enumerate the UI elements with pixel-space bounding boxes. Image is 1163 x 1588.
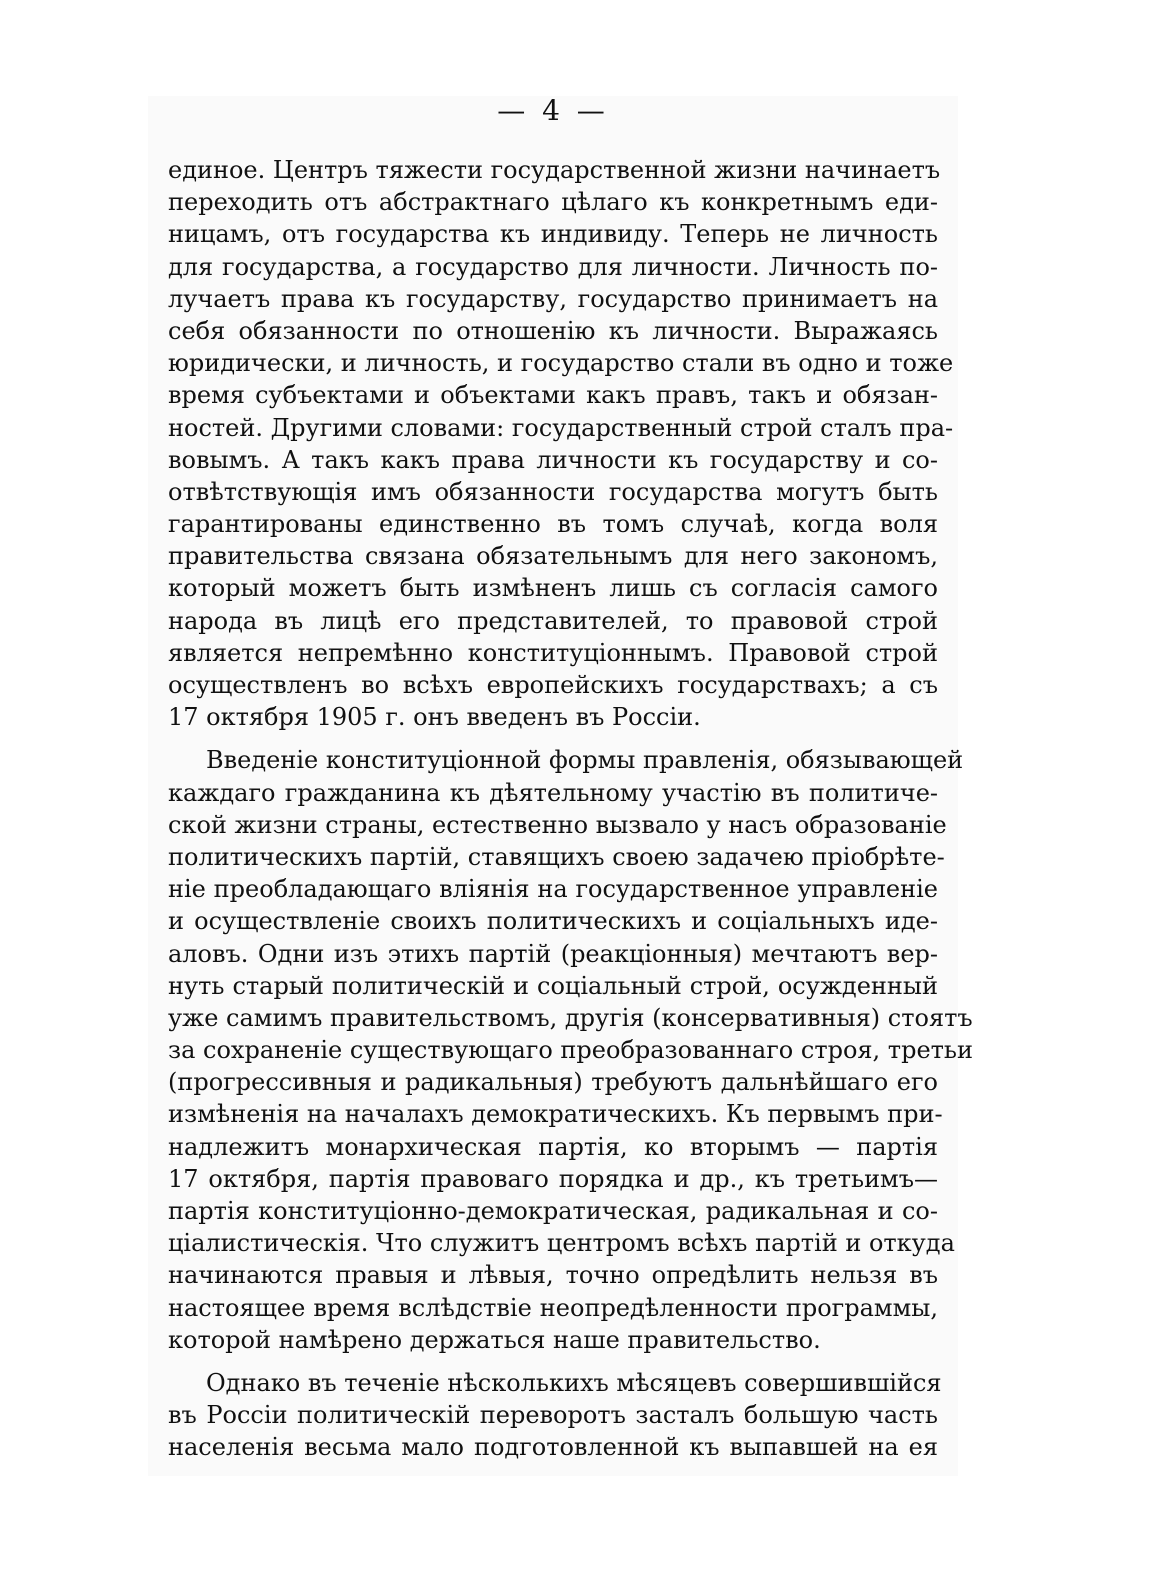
page-number: — 4 —: [497, 94, 609, 127]
paragraph: [168, 154, 954, 733]
text-line: переходить отъ абстрактнаго цѣлаго къ конкретнымъ еди-: [168, 188, 938, 217]
text-line: для государства, а государство для личности. Личность по-: [168, 252, 938, 281]
text-line: ностей. Другими словами: государственный строй сталъ пра-: [168, 413, 954, 442]
text-line: себя обязанности по отношенію къ личности. Выражаясь: [168, 316, 938, 345]
text-line: ской жизни страны, естественно вызвало у насъ образованіе: [168, 810, 947, 839]
text-line: политическихъ партій, ставящихъ своею задачею пріобрѣте-: [168, 842, 945, 871]
book-page: [148, 94, 973, 1476]
text-line: 17 октября 1905 г. онъ введенъ въ Россіи.: [168, 703, 701, 732]
paragraph: [168, 1367, 942, 1464]
text-line: надлежитъ монархическая партія, ко вторымъ — партія: [168, 1132, 938, 1161]
text-line: и осуществленіе своихъ политическихъ и соціальныхъ иде-: [168, 907, 938, 936]
text-line: народа въ лицѣ его представителей, то правовой строй: [168, 606, 938, 635]
text-line: отвѣтствующія имъ обязанности государства могутъ быть: [168, 477, 938, 506]
text-line: каждаго гражданина къ дѣятельному участію въ политиче-: [168, 778, 938, 807]
text-line: населенія весьма мало подготовленной къ выпавшей на ея: [168, 1433, 938, 1462]
text-line: вовымъ. А такъ какъ права личности къ государству и со-: [168, 445, 938, 474]
text-line: аловъ. Одни изъ этихъ партій (реакціонныя) мечтаютъ вер-: [168, 939, 938, 968]
text-line: измѣненія на началахъ демократическихъ. Къ первымъ при-: [168, 1100, 943, 1129]
text-line: начинаются правыя и лѣвыя, точно опредѣлить нельзя въ: [168, 1261, 938, 1290]
text-line: который можетъ быть измѣненъ лишь съ согласія самого: [168, 574, 938, 603]
paragraph: [168, 744, 973, 1356]
text-line: (прогрессивныя и радикальныя) требуютъ дальнѣйшаго его: [168, 1068, 938, 1097]
text-line: правительства связана обязательнымъ для него закономъ,: [168, 542, 938, 571]
text-line: юридически, и личность, и государство стали въ одно и тоже: [168, 349, 954, 378]
text-line: Однако въ теченіе нѣсколькихъ мѣсяцевъ совершившійся: [206, 1368, 942, 1397]
text-line: которой намѣрено держаться наше правительство.: [168, 1325, 821, 1354]
text-line: гарантированы единственно въ томъ случаѣ, когда воля: [168, 510, 938, 539]
text-line: время субъектами и объектами какъ правъ, такъ и обязан-: [168, 381, 938, 410]
text-line: въ Россіи политическій переворотъ засталъ большую часть: [168, 1401, 938, 1430]
text-line: Введеніе конституціонной формы правленія, обязывающей: [206, 746, 964, 775]
text-line: единое. Центръ тяжести государственной жизни начинаетъ: [168, 156, 941, 184]
text-line: партія конституціонно-демократическая, радикальная и со-: [168, 1197, 938, 1225]
text-line: настоящее время вслѣдствіе неопредѣленности программы,: [168, 1293, 938, 1322]
text-line: является непремѣнно конституціоннымъ. Правовой строй: [168, 638, 938, 667]
text-line: ніе преобладающаго вліянія на государственное управленіе: [168, 875, 938, 904]
body-text: [168, 154, 973, 1475]
text-line: ціалистическія. Что служитъ центромъ всѣхъ партій и откуда: [168, 1229, 955, 1258]
text-line: нуть старый политическій и соціальный строй, осужденный: [168, 971, 938, 1000]
text-line: лучаетъ права къ государству, государство принимаетъ на: [168, 284, 938, 313]
text-line: ницамъ, отъ государства къ индивиду. Теперь не личность: [168, 220, 938, 249]
text-line: осуществленъ во всѣхъ европейскихъ государствахъ; а съ: [168, 671, 938, 699]
text-line: за сохраненіе существующаго преобразованнаго строя, третьи: [168, 1036, 973, 1065]
text-line: 17 октября, партія правоваго порядка и др., къ третьимъ—: [168, 1164, 938, 1193]
text-line: уже самимъ правительствомъ, другія (консервативныя) стоятъ: [168, 1003, 973, 1032]
